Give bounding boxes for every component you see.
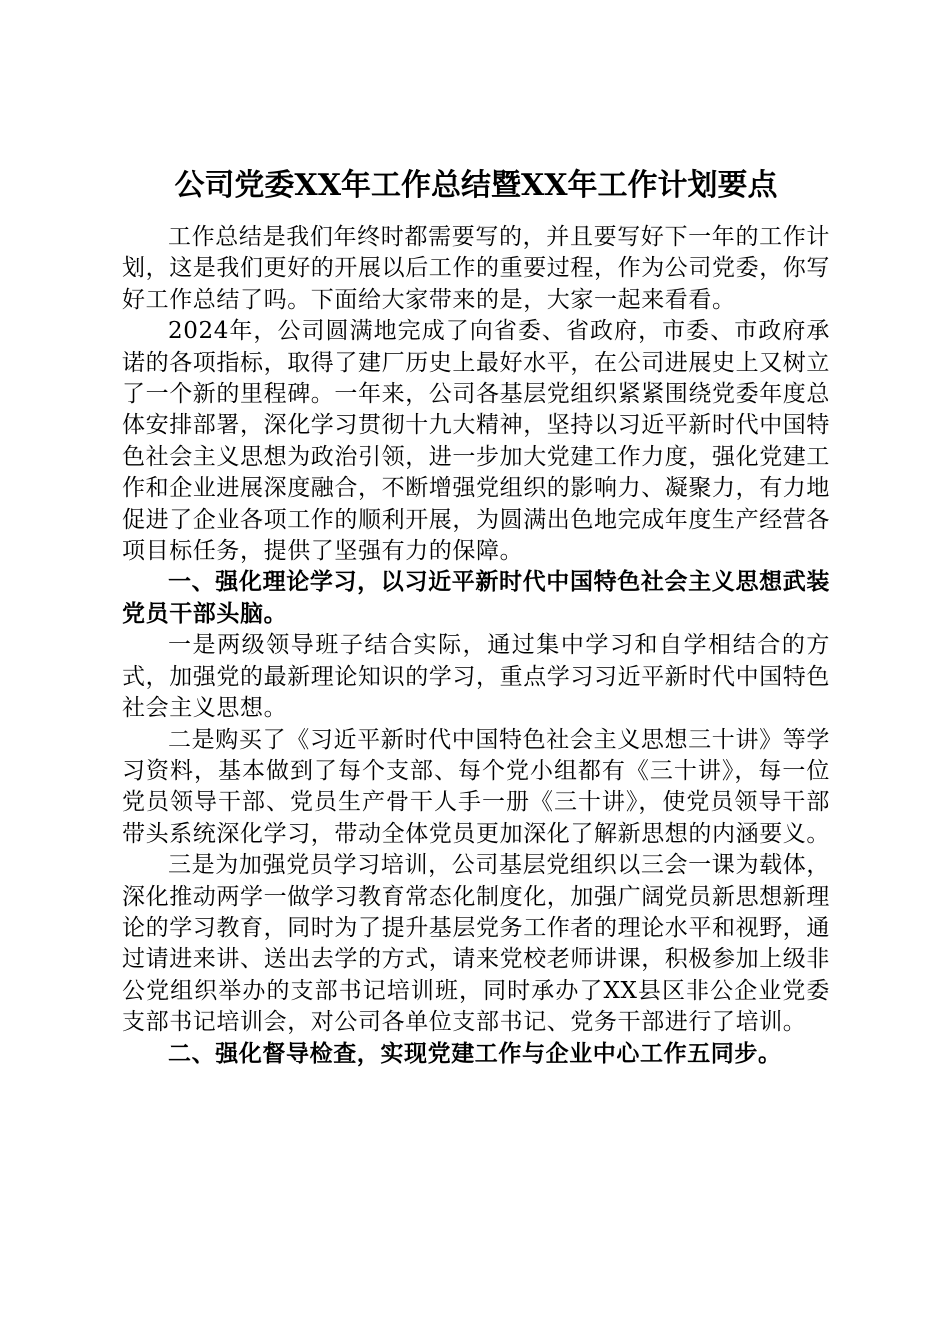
section-heading-2: 二、强化督导检查，实现党建工作与企业中心工作五同步。: [168, 1040, 782, 1067]
document-title: 公司党委XX年工作总结暨XX年工作计划要点: [174, 168, 778, 203]
intro-paragraph: 工作总结是我们年终时都需要写的，并且要写好下一年的工作计划，这是我们更好的开展以后工作的重要过程，作为公司党委，你写好工作总结了吗。下面给大家带来的是，大家一起来看看。: [122, 224, 830, 313]
section-1-item-3: 三是为加强党员学习培训，公司基层党组织以三会一课为载体，深化推动两学一做学习教育常态化制度化，加强广阔党员新思想新理论的学习教育，同时为了提升基层党务工作者的理论水平和视野，通过请进来讲、送出去学的方式，请来党校老师讲课，积极参加上级非公党组织举办的支部书记培训班，同时承办了XX县区非公企业党委支部书记培训会，对公司各单位支部书记、党务干部进行了培训。: [122, 852, 830, 1036]
summary-paragraph: 2024年，公司圆满地完成了向省委、省政府，市委、市政府承诺的各项指标，取得了建厂历史上最好水平，在公司进展史上又树立了一个新的里程碑。一年来，公司各基层党组织紧紧围绕党委年度总体安排部署，深化学习贯彻十九大精神，坚持以习近平新时代中国特色社会主义思想为政治引领，进一步加大党建工作力度，强化党建工作和企业进展深度融合，不断增强党组织的影响力、凝聚力，有力地促进了企业各项工作的顺利开展，为圆满出色地完成年度生产经营各项目标任务，提供了坚强有力的保障。: [122, 318, 830, 565]
section-1-item-2: 二是购买了《习近平新时代中国特色社会主义思想三十讲》等学习资料，基本做到了每个支部、每个党小组都有《三十讲》，每一位党员领导干部、党员生产骨干人手一册《三十讲》，使党员领导干部带头系统深化学习，带动全体党员更加深化了解新思想的内涵要义。: [122, 726, 830, 847]
document-page: [122, 158, 830, 1070]
section-heading-1: 一、强化理论学习，以习近平新时代中国特色社会主义思想武装党员干部头脑。: [122, 569, 830, 627]
section-1-item-1: 一是两级领导班子结合实际，通过集中学习和自学相结合的方式，加强党的最新理论知识的学习，重点学习习近平新时代中国特色社会主义思想。: [122, 632, 830, 722]
